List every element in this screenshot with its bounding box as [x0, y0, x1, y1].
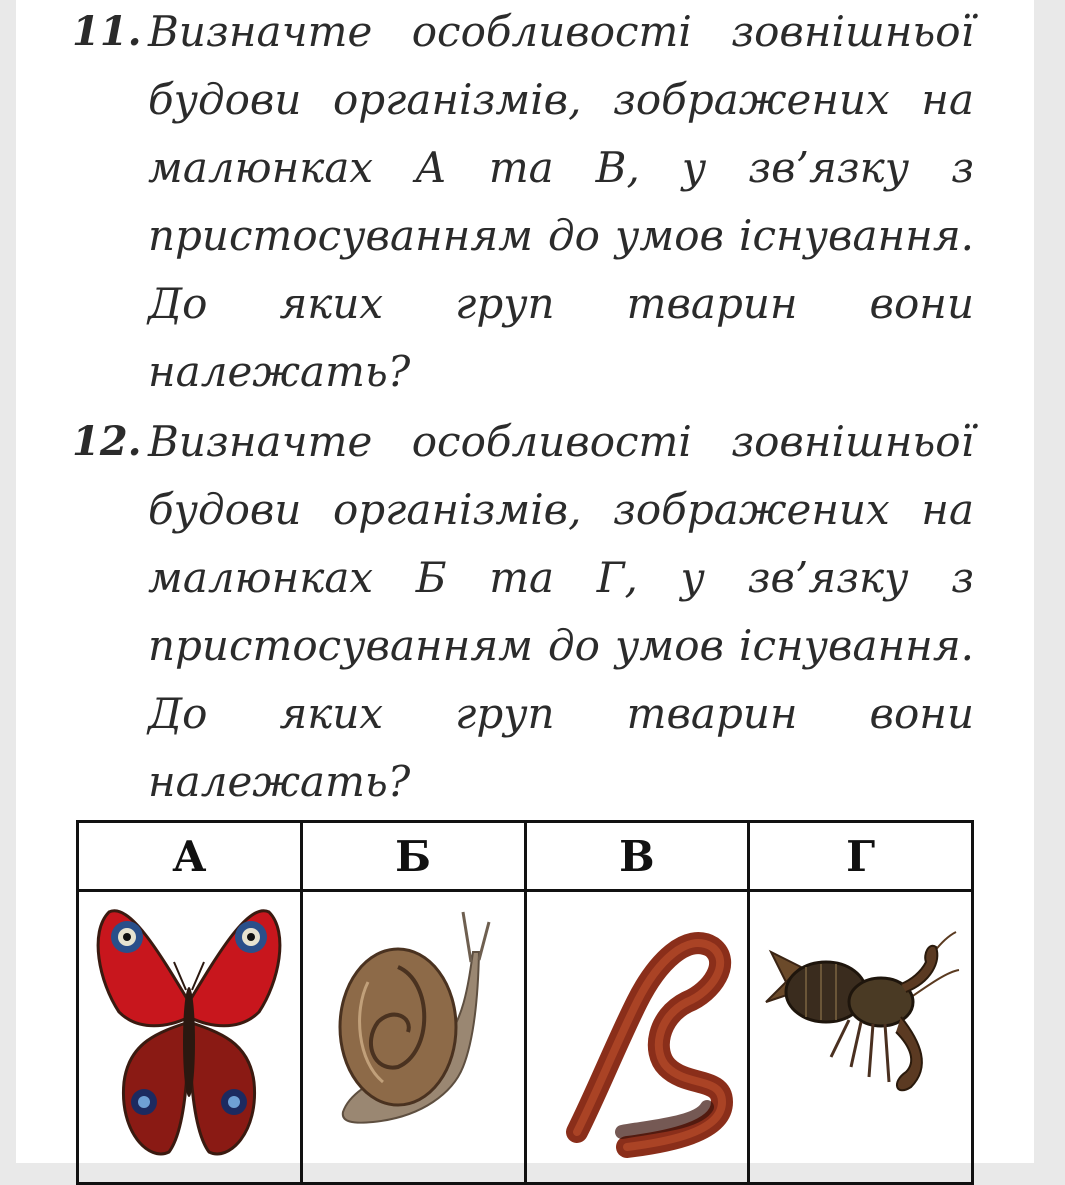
organisms-table	[76, 820, 974, 1185]
document-page	[16, 0, 1034, 1163]
image-cell-a	[78, 891, 302, 1184]
crayfish-icon	[761, 892, 961, 1172]
image-cell-b	[301, 891, 525, 1184]
question-number: 12.	[72, 418, 142, 465]
earthworm-icon	[537, 892, 737, 1172]
header-cell-g: Г	[749, 822, 973, 891]
butterfly-icon	[89, 892, 289, 1172]
question-text: Визначте особливості зовнішньої будови організмів, зображених на малюнках А та В, у зв’язку з пристосуванням до умов існування. До яких груп тварин вони належать?	[148, 7, 974, 396]
question-text: Визначте особливості зовнішньої будови організмів, зображених на малюнках Б та Г, у зв’язку з пристосуванням до умов існування. До яких груп тварин вони належать?	[148, 417, 974, 806]
header-cell-a: А	[78, 822, 302, 891]
table-image-row	[78, 891, 973, 1184]
image-cell-v	[525, 891, 749, 1184]
header-cell-v: В	[525, 822, 749, 891]
question-number: 11.	[72, 8, 142, 55]
table-header-row	[78, 822, 973, 891]
image-cell-g	[749, 891, 973, 1184]
header-cell-b: Б	[301, 822, 525, 891]
snail-icon	[313, 892, 513, 1172]
